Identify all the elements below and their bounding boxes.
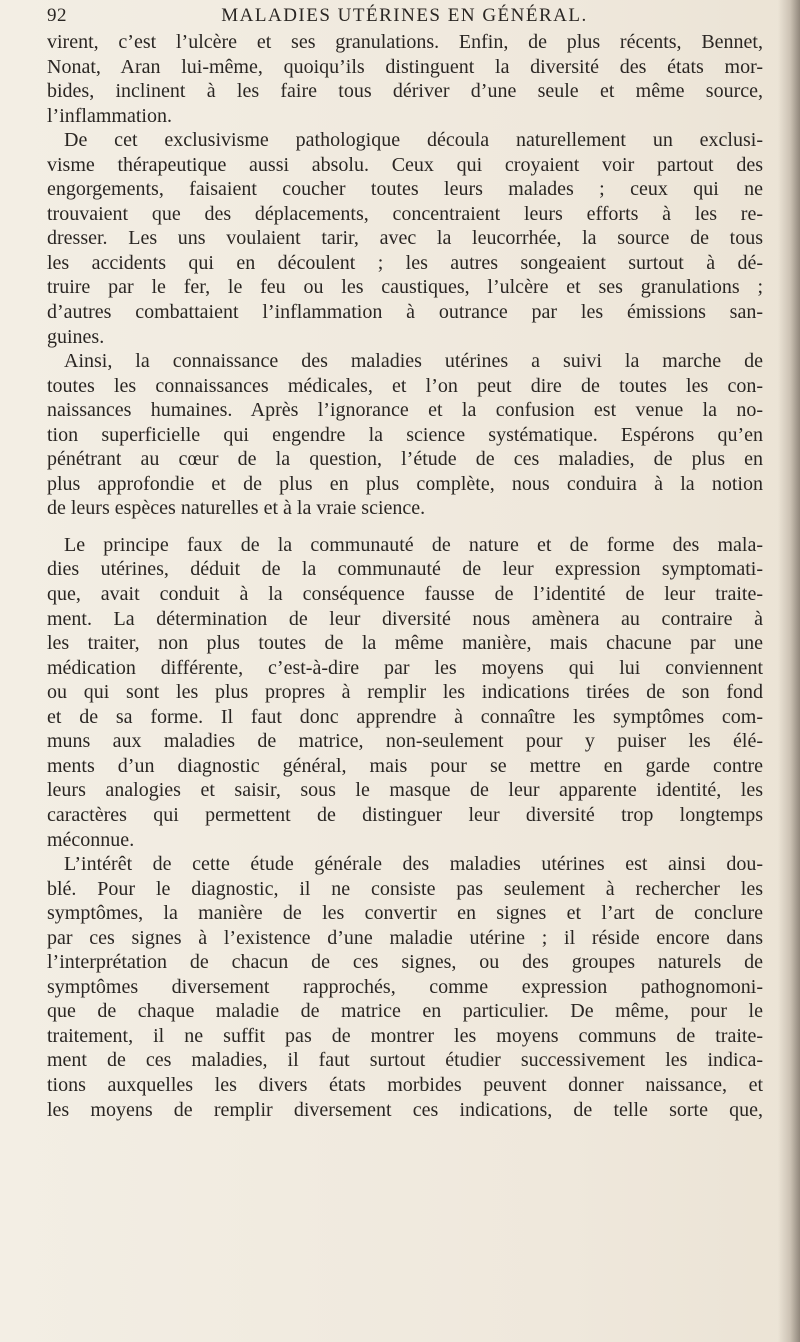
text-line: ment de ces maladies, il faut surtout étudier successivement les indica- [47,1049,763,1072]
text-line: virent, c’est l’ulcère et ses granulations. Enfin, de plus récents, Bennet, [47,31,763,53]
text-line: l’inflammation. [47,104,172,127]
text-line: médication différente, c’est-à-dire par les moyens qui lui conviennent [47,656,763,679]
text-line: que de chaque maladie de matrice en particulier. De même, pour le [47,1000,763,1023]
text-line: les accidents qui en découlent ; les autres songeaient surtout à dé- [47,251,763,274]
text-line: naissances humaines. Après l’ignorance et la confusion est venue la no- [47,399,763,422]
text-line: plus approfondie et de plus en plus complète, nous conduira à la notion [47,472,763,495]
text-line: blé. Pour le diagnostic, il ne consiste pas seulement à rechercher les [47,877,763,900]
paragraph [47,533,763,852]
text-line: d’autres combattaient l’inflammation à outrance par les émissions san- [47,301,763,324]
paragraph [47,852,763,1122]
text-line: tion superficielle qui engendre la science systématique. Espérons qu’en [47,423,763,446]
paragraph [47,128,763,349]
text-line: Le principe faux de la communauté de nature et de forme des mala- [64,533,763,556]
text-line: symptômes, la manière de les convertir en signes et l’art de conclure [47,902,763,925]
text-line: trouvaient que des déplacements, concentraient leurs efforts à les re- [47,202,763,225]
text-line: méconnue. [47,828,135,851]
page-edge-shadow [778,0,800,1342]
text-line: bides, inclinent à les faire tous dériver d’une seule et même source, [47,80,763,103]
text-line: De cet exclusivisme pathologique découla naturellement un exclusi- [64,129,763,152]
text-line: guines. [47,325,105,348]
text-line: de leurs espèces naturelles et à la vraie science. [47,497,426,520]
text-line: ment. La détermination de leur diversité nous amènera au contraire à [47,607,763,630]
text-line: que, avait conduit à la conséquence fausse de l’identité de leur traite- [47,583,763,606]
text-line: tions auxquelles les divers états morbides peuvent donner naissance, et [47,1073,763,1096]
text-line: ou qui sont les plus propres à remplir les indications tirées de son fond [47,681,763,704]
text-line: les moyens de remplir diversement ces indications, de telle sorte que, [47,1098,763,1121]
text-line: l’interprétation de chacun de ces signes, ou des groupes naturels de [47,951,763,974]
paragraph-gap [47,521,763,533]
text-line: visme thérapeutique aussi absolu. Ceux qui croyaient voir partout des [47,153,763,176]
text-line: pénétrant au cœur de la question, l’étude de ces maladies, de plus en [47,448,763,471]
text-line: symptômes diversement rapprochés, comme expression pathognomoni- [47,975,763,998]
text-line: L’intérêt de cette étude générale des maladies utérines est ainsi dou- [64,853,763,876]
text-line: dies utérines, déduit de la communauté de leur expression symptomati- [47,558,763,581]
text-line: et de sa forme. Il faut donc apprendre à connaître les symptômes com- [47,705,763,728]
text-line: par ces signes à l’existence d’une maladie utérine ; il réside encore dans [47,926,763,949]
text-line: traitement, il ne suffit pas de montrer les moyens communs de traite- [47,1024,763,1047]
text-line: truire par le fer, le feu ou les caustiques, l’ulcère et ses granulations ; [47,276,763,299]
running-header [47,5,762,31]
page-number: 92 [47,5,67,26]
text-line: leurs analogies et saisir, sous le masque de leur apparente identité, les [47,779,763,802]
text-line: dresser. Les uns voulaient tarir, avec la leucorrhée, la source de tous [47,227,763,250]
text-line: muns aux maladies de matrice, non-seulement pour y puiser les élé- [47,730,763,753]
text-line: engorgements, faisaient coucher toutes leurs malades ; ceux qui ne [47,178,763,201]
text-line: les traiter, non plus toutes de la même manière, mais chacune par une [47,632,763,655]
text-line: Nonat, Aran lui-même, quoiqu’ils distinguent la diversité des états mor- [47,55,763,78]
running-title: MALADIES UTÉRINES EN GÉNÉRAL. [221,5,588,26]
body-text [47,30,763,1122]
text-line: ments d’un diagnostic général, mais pour se mettre en garde contre [47,754,763,777]
text-line: caractères qui permettent de distinguer leur diversité trop longtemps [47,803,763,826]
paragraph [47,349,763,521]
text-line: Ainsi, la connaissance des maladies utérines a suivi la marche de [64,350,763,373]
paragraph [47,30,763,128]
text-line: toutes les connaissances médicales, et l’on peut dire de toutes les con- [47,374,763,397]
